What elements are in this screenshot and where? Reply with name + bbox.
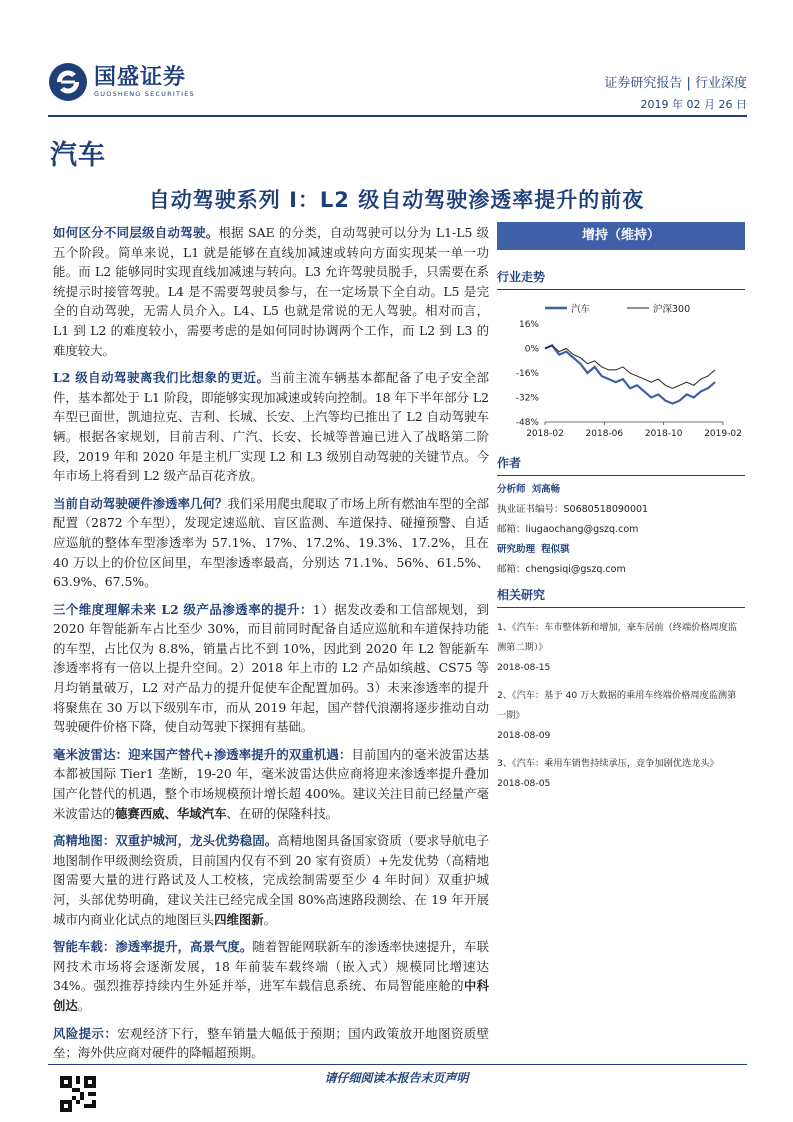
series-line: [545, 345, 715, 388]
sidebar: [497, 222, 745, 802]
logo-subtext: GUOSHENG SECURITIES: [94, 90, 195, 98]
paragraph: 当前自动驾驶硬件渗透率几何？我们采用爬虫爬取了市场上所有燃油车型的全部配置（2872 个车型），发现定速巡航、盲区监测、车道保持、碰撞预警、自适应巡航的整体车型渗透率为 57.1%、17%、17.2%、19.3%、17.2%，且在 40 万以上的价位区间里，车型渗透率最高，分别达 71.1%、56%、61.5%、63.9%、67.5%。: [53, 495, 490, 590]
paragraph: 三个维度理解未来 L2 级产品渗透率的提升：1）据发改委和工信部规划，到 2020 年智能新车占比至少 30%，而目前同时配备自适应巡航和车道保持功能的车型，占比仅为 8.8%，销量占比不到 10%，因此到 2020 年 L2 智能新车渗透率将有一倍以上提升空间。2）2018 年上市的 L2 产品如缤越、CS75 等月均销量破万，L2 对产品力的提升促使车企配置加码。3）未来渗透率的提升将聚焦在 30 万以下级别车市，而从 2019 年起，国产替代浪潮将逐步推动自动驾驶硬件价格下降，使自动驾驶下探拥有基础。: [53, 601, 489, 735]
assistant-label: 研究助理: [497, 544, 536, 555]
assistant-email[interactable]: 邮箱：chengsiqi@gszq.com: [497, 564, 626, 575]
logo: [48, 62, 195, 102]
analyst-name: 刘高畅: [531, 484, 561, 495]
related-report[interactable]: 2、《汽车：基于 40 万大数据的乘用车终端价格周度监测第一期》 2018-08-09: [497, 690, 737, 741]
paragraph: 毫米波雷达：迎来国产替代+渗透率提升的双重机遇：目前国内的毫米波雷达基本都被国际 Tier1 垄断，19-20 年，毫米波雷达供应商将迎来渗透率提升叠加国产化替代的机遇，整个市场规模预计增长超 400%。建议关注目前已经量产毫米波雷达的德赛西威、华域汽车、在研的保隆科技。: [53, 746, 489, 821]
legend-label: 汽车: [571, 304, 591, 315]
legend-label: 沪深300: [653, 304, 691, 315]
paragraph: L2 级自动驾驶离我们比想象的更近。当前主流车辆基本都配备了电子安全部件，基本都处于 L1 阶段，即能够实现加减速或转向控制。18 年下半年部分 L2 车型已面世，凯迪拉克、吉利、长城、长安、上汽等均已推出了 L2 自动驾驶车辆。根据各家规划，目前吉利、广汽、长安、长城等普遍已进入了战略第二阶段，2019 年和 2020 年是主机厂实现 L2 和 L3 级别自动驾驶的关键节点。今年市场上将看到 L2 级产品百花齐放。: [53, 370, 489, 484]
footer-disclaimer: 请仔细阅读本报告末页声明: [324, 1071, 469, 1085]
paragraph: 如何区分不同层级自动驾驶。根据 SAE 的分类，自动驾驶可以分为 L1-L5 级五个阶段。简单来说，L1 就是能够在直线加减速或转向方面实现某一单一功能。而 L2 能够同时实现直线加减速与转向。L3 允许驾驶员脱手，只需要在系统提示时接管驾驶。L4 是不需要驾驶员参与，在一定场景下全自动。L5 是完全的自动驾驶，无需人员介入。L4、L5 也就是常说的无人驾驶。相对而言，L1 到 L2 的难度较小，需要考虑的是如何同时协调两个工作，而 L2 到 L3 的难度较大。: [53, 225, 490, 358]
x-tick-label: 2018-06: [585, 429, 624, 439]
rating-badge: 增持（维持）: [497, 222, 745, 250]
related-report[interactable]: 3、《汽车：乘用车销售持续承压，竞争加剧优选龙头》 2018-08-05: [497, 758, 719, 789]
qr-code-icon: [60, 1076, 96, 1112]
license-number: 执业证书编号：S0680518090001: [497, 504, 649, 515]
paragraph: 高精地图：双重护城河，龙头优势稳固。高精地图具备国家资质（要求导航电子地图制作甲级测绘资质，目前国内仅有不到 20 家有资质）+先发优势（高精地图需要大量的进行路试及人工校核，完成绘制需要至少 4 年时间）双重护城河，头部优势明确，建议关注已经完成全国 80%高速路段测绘、在 19 年开展城市内商业化试点的地图巨头四维图新。: [53, 833, 490, 927]
trend-heading: 行业走势: [497, 268, 745, 290]
y-tick-label: -16%: [515, 369, 539, 379]
series-line: [545, 345, 715, 403]
main-text: [53, 223, 489, 1071]
trend-chart-svg: [497, 294, 745, 444]
analyst-email[interactable]: 邮箱：liugaochang@gszq.com: [497, 524, 639, 535]
report-type: 证券研究报告 | 行业深度: [604, 76, 747, 91]
x-tick-label: 2019-02: [704, 429, 742, 439]
y-tick-label: 0%: [524, 344, 539, 355]
related-reports: [497, 618, 745, 794]
x-tick-label: 2018-10: [644, 429, 683, 439]
footer-divider: [48, 1064, 747, 1065]
report-title: 自动驾驶系列 I：L2 级自动驾驶渗透率提升的前夜: [148, 188, 645, 212]
guosheng-logo-icon: [48, 62, 88, 102]
risk-paragraph: 风险提示：宏观经济下行，整车销量大幅低于预期；国内政策放开地图资质壁垒；海外供应商对硬件的降幅超预期。: [53, 1025, 490, 1061]
paragraph: 智能车载：渗透率提升，高景气度。随着智能网联新车的渗透率快速提升，车联网技术市场将会逐渐发展，18 年前装车载终端（嵌入式）规模同比增速达 34%。强烈推荐持续内生外延并举，进军车载信息系统、布局智能座舱的中科创达。: [53, 939, 490, 1013]
related-report[interactable]: 1、《汽车：车市整体新和增加，豪车居前（终端价格周度监测第二期）》 2018-08-15: [497, 622, 738, 673]
assistant-name: 程似骐: [541, 544, 570, 555]
y-tick-label: -32%: [515, 393, 539, 404]
analyst-label: 分析师: [497, 484, 526, 495]
x-tick-label: 2018-02: [526, 429, 564, 439]
y-tick-label: 16%: [518, 320, 539, 330]
trend-chart: [497, 294, 745, 444]
author-info: [497, 480, 745, 580]
y-tick-label: -48%: [515, 418, 539, 428]
author-heading: 作者: [497, 454, 745, 476]
header-divider: [48, 115, 747, 117]
logo-text: 国盛证券: [94, 65, 187, 90]
related-heading: 相关研究: [497, 586, 745, 608]
sector-title: 汽车: [50, 140, 106, 171]
report-date: 2019 年 02 月 26 日: [640, 98, 747, 111]
